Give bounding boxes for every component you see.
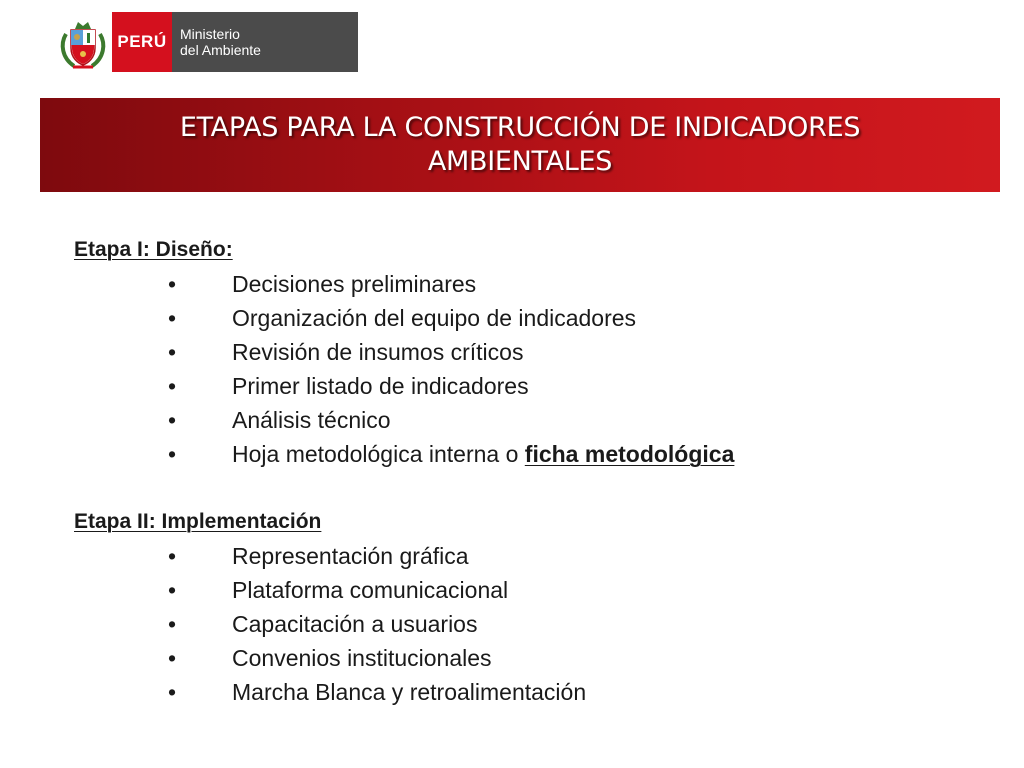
list-item <box>74 267 974 301</box>
bullet: • <box>168 645 177 671</box>
stage-1-heading: Etapa I: Diseño: <box>74 238 233 261</box>
bullet: • <box>168 543 177 569</box>
ministry-logo <box>58 12 358 72</box>
coat-of-arms-icon <box>58 12 108 72</box>
list-item-text <box>232 437 734 471</box>
list-item <box>74 641 974 675</box>
list-item-text: Revisión de insumos críticos <box>232 339 524 365</box>
title-line-1: ETAPAS PARA LA CONSTRUCCIÓN DE INDICADORES <box>179 112 861 143</box>
bullet: • <box>168 339 177 365</box>
bullet: • <box>168 373 177 399</box>
list-item-text: Decisiones preliminares <box>232 271 477 297</box>
list-item <box>74 301 974 335</box>
list-item <box>74 369 974 403</box>
bullet: • <box>168 271 177 297</box>
country-label: PERÚ <box>112 12 172 72</box>
stage-2-heading: Etapa II: Implementación <box>74 510 322 533</box>
list-item <box>74 539 974 573</box>
list-item <box>74 573 974 607</box>
slide-content <box>74 233 974 709</box>
list-item <box>74 403 974 437</box>
list-item-text: Representación gráfica <box>232 543 469 569</box>
list-item-text: Plataforma comunicacional <box>232 577 509 603</box>
title-line-2: AMBIENTALES <box>427 146 613 177</box>
ministry-line-2: del Ambiente <box>180 42 261 58</box>
list-item-emphasis: ficha metodológica <box>524 441 735 467</box>
bullet: • <box>168 611 177 637</box>
title-banner <box>40 98 1000 192</box>
stage-1-list <box>74 267 974 471</box>
stage-2-list <box>74 539 974 709</box>
list-item <box>74 675 974 709</box>
ministry-name <box>172 12 358 72</box>
list-item-plain: Hoja metodológica interna o <box>232 441 525 467</box>
ministry-line-1: Ministerio <box>180 26 240 42</box>
list-item <box>74 437 974 471</box>
list-item <box>74 335 974 369</box>
bullet: • <box>168 577 177 603</box>
list-item <box>74 607 974 641</box>
bullet: • <box>168 441 177 467</box>
bullet: • <box>168 407 177 433</box>
bullet: • <box>168 679 177 705</box>
bullet: • <box>168 305 177 331</box>
list-item-text: Convenios institucionales <box>232 645 492 671</box>
list-item-text: Primer listado de indicadores <box>232 373 529 399</box>
list-item-text: Organización del equipo de indicadores <box>232 305 637 331</box>
list-item-text: Marcha Blanca y retroalimentación <box>232 679 587 705</box>
list-item-text: Análisis técnico <box>232 407 391 433</box>
list-item-text: Capacitación a usuarios <box>232 611 478 637</box>
